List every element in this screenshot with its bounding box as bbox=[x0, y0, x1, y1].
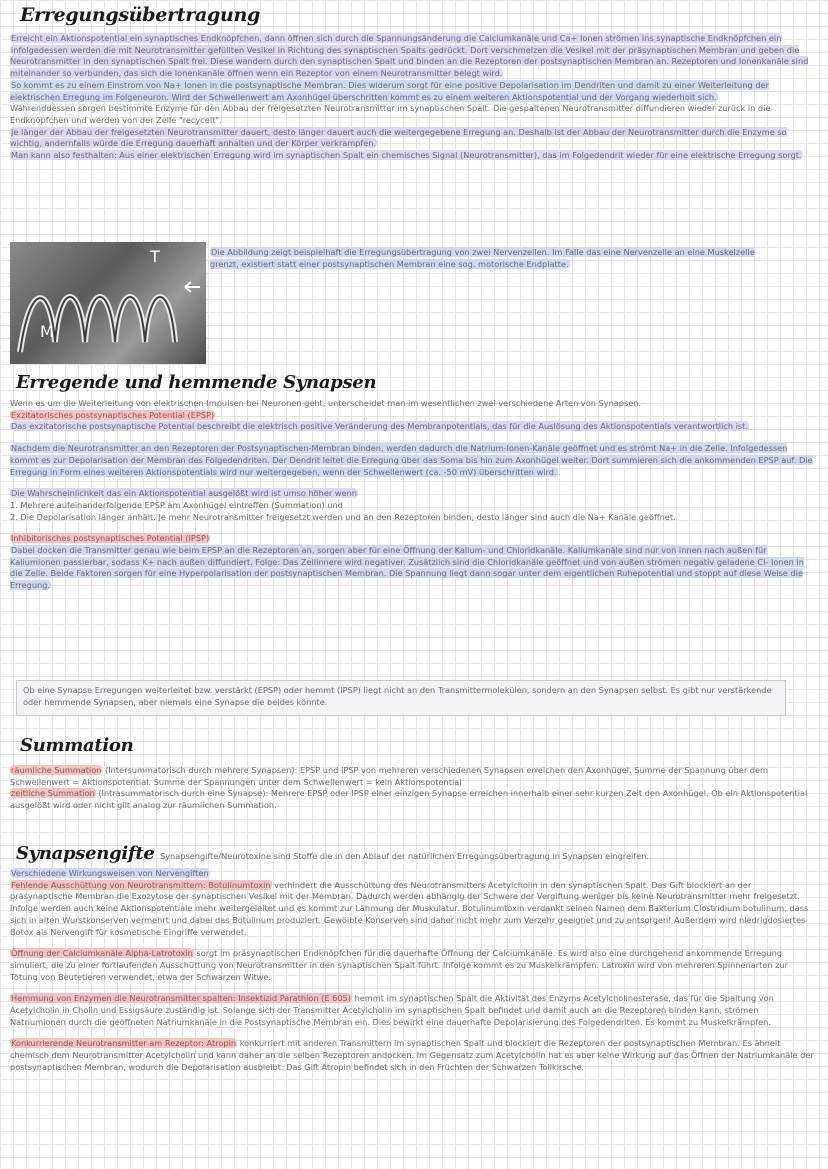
highlight-text: Man kann also festhalten: Aus einer elektrischen Erregung wird im synaptischen Spalt ein chemisches Signal (Neurotransmitter), das im Folgedendrit wieder für eine elektrische Erregung sorgt. bbox=[11, 150, 802, 161]
highlight-text: Dabei docken die Transmitter genau wie beim EPSP an die Rezeptoren an, sorgen aber für eine Öffnung der Kalium- und Chloridkanäle. Kaliumkanäle sind nur von innen nach außen für Kaliumionen passierbar, sodass K+ nach außen diffundiert. Folge: Das Zellinnere wird negativer. Zusätzlich sind die Chloridkanäle geöffnet und von außen strömen negativ geladene Cl- Ionen in die Zelle. Beide Faktoren sorgen für eine Hyperpolarisation der postsynaptischen Membran. Die Spannung liegt dann sogar unter dem eigentlichen Ruhepotential und stoppt auf diese Weise die Erregung. bbox=[10, 545, 804, 591]
text: 2. Die Depolarisation länger anhält. Je mehr Neurotransmitter freigesetzt werden und an den Rezeptoren binden, desto länger sind auch die Na+ Kanäle geöffnet. bbox=[10, 511, 676, 522]
highlight-text: Je länger der Abbau der freigesetzten Neurotransmitter dauert, desto länger dauert auch die weitergegebene Erregung an. Deshalb ist der Abbau der Neurotransmitter durch die Enzyme so wichtig, andernfalls würde die Erregung dauerhaft anhalten und der Körper verkrampfen. bbox=[10, 126, 787, 149]
paragraph bbox=[10, 421, 816, 433]
paragraph bbox=[10, 150, 816, 162]
paragraph bbox=[10, 45, 816, 80]
highlight-text: Verschiedene Wirkungsweisen von Nervengiften bbox=[11, 868, 209, 878]
paragraph bbox=[10, 993, 816, 1028]
term: zeitliche Summation bbox=[11, 788, 95, 799]
section-subtitle: Synapsengifte/Neurotoxine sind Stoffe die in den Ablauf der natürlichen Erregungsübertragung in Synapsen eingreifen. bbox=[160, 851, 649, 861]
section4-body bbox=[10, 868, 816, 1074]
highlight-text: Erreicht ein Aktionspotential ein synaptisches Endknöpfchen, dann öffnen sich durch die Spannungsänderung die Calciumkanäle und Ca+ Ionen strömen ins synaptische Endknöpfchen ein bbox=[11, 33, 782, 43]
list-item bbox=[10, 500, 816, 512]
section-title-synapsen: Erregende und hemmende Synapsen bbox=[16, 372, 377, 393]
text: Währenddessen sorgen bestimmte Enzyme für den Abbau der freigesetzten Neurotransmitter im synaptischen Spalt. Die gespaltenen Neurotransmitter diffundieren wieder zurück in die Endknöpfchen und werden von der Zelle "recycelt". bbox=[10, 103, 771, 125]
text: Ob eine Synapse Erregungen weiterleitet bzw. verstärkt (EPSP) oder hemmt (IPSP) liegt nicht an den Transmittermolekülen, sondern an den Synapsen selbst. Es gibt nur verstärkende oder hemmende Synapsen, aber niemals eine Synapse die beides könnte. bbox=[23, 685, 772, 707]
paragraph bbox=[10, 80, 816, 103]
section1-body bbox=[10, 33, 816, 162]
figure-label-t: T bbox=[150, 247, 160, 266]
text: sorgt im präsynaptischen Endknöpfchen für die dauerhafte Öffnung der Calciumkanäle. Es wird also eine durchgehend ankommende Erregung simuliert, die zu einer fortlaufenden Ausschüttung von Neurotransmitter in den synaptischen Spalt führt. Infolge kommt es zu Muskelkrämpfen. Latroxin wird von mehreren Spinnenarten zur Tötung von Beutetieren verwendet, etwa der Schwarzen Witwe. bbox=[10, 948, 788, 982]
paragraph bbox=[10, 33, 816, 45]
text: konkurriert mit anderen Transmittern im synaptischen Spalt und blockiert die Rezeptoren der postsynaptischen Membran. Es ähnelt chemisch dem Neurotransmitter Acetylcholin und kann daher an die selben Rezeptoren andocken. Im Gegensatz zum Acetylcholin hat es aber keine Wirkung auf das Öffnen der Natriumkanäle der postsynaptischen Membran, wodurch die Depolarisation ausbleibt. Das Gift Atropin befindet sich in den Früchten der Schwarzen Tollkirsche. bbox=[10, 1038, 814, 1072]
term: räumliche Summation bbox=[11, 765, 102, 775]
paragraph bbox=[10, 545, 816, 592]
highlight-text: Die Abbildung zeigt beispielhaft die Erregungsübertragung von zwei Nervenzellen. Im Falle das eine Nervenzelle an eine Muskelzelle grenzt, existiert statt einer postsynaptischen Membran eine sog. motorische Endplatte. bbox=[210, 247, 755, 269]
figure-label-m: M bbox=[40, 322, 54, 341]
paragraph bbox=[10, 765, 816, 788]
paragraph bbox=[10, 533, 816, 545]
list-item bbox=[10, 512, 816, 524]
ipsp-heading: Inhibitorisches postsynaptisches Potential (IPSP) bbox=[11, 533, 210, 544]
note-box bbox=[16, 680, 786, 716]
paragraph bbox=[10, 948, 816, 983]
paragraph bbox=[10, 488, 816, 500]
paragraph bbox=[10, 398, 816, 410]
synapse-micrograph bbox=[10, 242, 206, 364]
text: 1. Mehrere aufeinanderfolgende EPSP am Axonhügel eintreffen (Summation) und bbox=[10, 499, 343, 510]
paragraph bbox=[10, 1038, 816, 1073]
section2-body bbox=[10, 398, 816, 592]
section-title-erregungsuebertragung: Erregungsübertragung bbox=[20, 4, 260, 26]
text: (Intersummatorisch durch mehrere Synapsen): EPSP und IPSP von mehreren verschiedenen Synapsen erreichen den Axonhügel. Summe der Spannung über dem Schwellenwert = Aktionspotential. Summe der Spannungen unter dem Schwellenwert = kein Aktionspotential bbox=[10, 765, 768, 787]
highlight-text: Die Wahrscheinlichkeit das ein Aktionspotential ausgelößt wird ist umso höher wenn bbox=[11, 488, 357, 499]
highlight-text: Das exzitatorische postsynaptische Potential beschreibt die elektrisch positive Veränderung des Membranpotentials, das für die Auslösung des Aktionspotentials verantwortlich ist. bbox=[11, 421, 748, 432]
paragraph bbox=[10, 880, 816, 939]
text: (Intrasummatorisch durch eine Synapse): Mehrere EPSP oder IPSP einer einzigen Synapse erreichen innerhalb einer sehr kurzen Zeit den Axonhügel. Ob ein Aktionspotential ausgelößt wird oder nicht gilt analog zur räumlichen Summation. bbox=[10, 788, 808, 811]
text: Wenn es um die Weiterleitung von elektrischen Impulsen bei Neuronen geht, unterscheidet man im wesentlichen zwei verschiedene Arten von Synapsen. bbox=[10, 398, 642, 408]
section-title-synapsengifte: Synapsengifte bbox=[16, 843, 155, 864]
highlight-text: infolgedessen werden die mit Neurotransmitter gefüllten Vesikel in Richtung des synaptischen Spalts gedrückt. Dort verschmelzen die Vesikel mit der präsynaptischen Membran und geben die Neurotransmitter in den synaptischen Spalt frei. Diese wandern durch den synaptischen Spalt und binden an die Rezeptoren der postsynaptischen Membran an. Rezeptoren und Ionenkanäle sind miteinander so verbunden, das sich die Ionenkanäle öffnen wenn ein Rezeptor von einem Neurotransmitter belegt wird. bbox=[10, 44, 809, 79]
paragraph bbox=[10, 410, 816, 422]
figure-caption bbox=[210, 247, 770, 270]
paragraph bbox=[10, 868, 816, 880]
highlight-text: So kommt es zu einem Einstrom von Na+ Ionen in die postsynaptische Membran. Dies widerum sorgt für eine positive Depolarisation im Dendriten und damit zu einer Weiterleitung der elektrischen Erregung im Folgeneuron. Wird der Schwellenwert am Axonhügel überschritten kommt es zu einem weiteren Aktionspotential und der Vorgang wiederholt sich. bbox=[10, 79, 769, 102]
paragraph bbox=[10, 788, 816, 811]
paragraph bbox=[10, 127, 816, 150]
highlight-text: Nachdem die Neurotransmitter an den Rezeptoren der Postsynaptischen-Membran binden, werden dadurch die Natrium-Ionen-Kanäle geöffnet und es strömt Na+ in die Zelle. Infolgedessen kommt es zur Depolarisation der Membran des Folgedendriten. Der Dendrit leitet die Erregung über das Soma bis hin zum Axonhügel weiter. Dort summieren sich die ankommenden EPSP auf. Die Erregung in Form eines weiteren Aktionspotentials wird nur weitergegeben, wenn der Schwellenwert (ca. -50 mV) überschritten wird. bbox=[10, 443, 813, 477]
text: hemmt im synaptischen Spalt die Aktivität des Enzyms Acetylcholinesterase, das für die Spaltung von Acetylcholin in Cholin und Essigsäure zuständig ist. Solange sich der Transmitter Acetylcholin im synaptischen Spalt befindet und damit auch an die Rezeptoren binden kann, strömen Natriumionen durch die geöffneten Natriumkanäle in die Postsynaptische Membran ein. Dies bewirkt eine dauerhafte Depolarisierung des Folgedendriten. Es kommt zu Muskelkrämpfen. bbox=[10, 993, 774, 1027]
epsp-heading: Exzitatorisches postsynaptisches Potential (EPSP) bbox=[11, 409, 215, 420]
poison-heading: Hemmung von Enzymen die Neurotransmitter spalten: Insektizid Parathion (E 605) bbox=[11, 993, 351, 1004]
poison-heading: Öffnung der Calciumkanäle Alpha-Latrotoxin bbox=[11, 948, 193, 959]
section-title-summation: Summation bbox=[20, 735, 134, 756]
paragraph bbox=[10, 103, 816, 126]
section3-body bbox=[10, 765, 816, 812]
micrograph-illustration bbox=[10, 242, 206, 364]
poison-heading: Fehlende Ausschüttung von Neurotransmittern: Botulinumtoxin bbox=[11, 879, 271, 890]
paragraph bbox=[10, 443, 816, 478]
text: verhindert die Ausschüttung des Neurotransmitters Acetylcholin in den synaptischen Spalt. Das Gift blockiert an der präsynaptische Membran die Exozytose der synaptischen Vesikel mit der Membran. Dadurch werden abhängig der Schwere der Vergiftung weniger bis keine Neurotransmitter mehr freigesetzt. Infolge werden auch keine Aktionspotentiale mehr weitergeleitet und es kommt zur Lähmung der Muskulatur. Botulinumtoxin verdankt seinen Namen dem Bakterium Clostridium botulinum, dass sich in alten Wurstkonserven vermehrt und dabei das Botulinum produziert. Gewölbte Konserven sind daher nicht mehr zum Verzehr geeignet und zu entsorgen! Außerdem wird niedrigdosiertes Botox als Nervengift für kosmetische Eingriffe verwendet. bbox=[10, 879, 809, 937]
poison-heading: Konkurrierende Neurotransmitter am Rezeptor: Atropin bbox=[11, 1038, 237, 1049]
